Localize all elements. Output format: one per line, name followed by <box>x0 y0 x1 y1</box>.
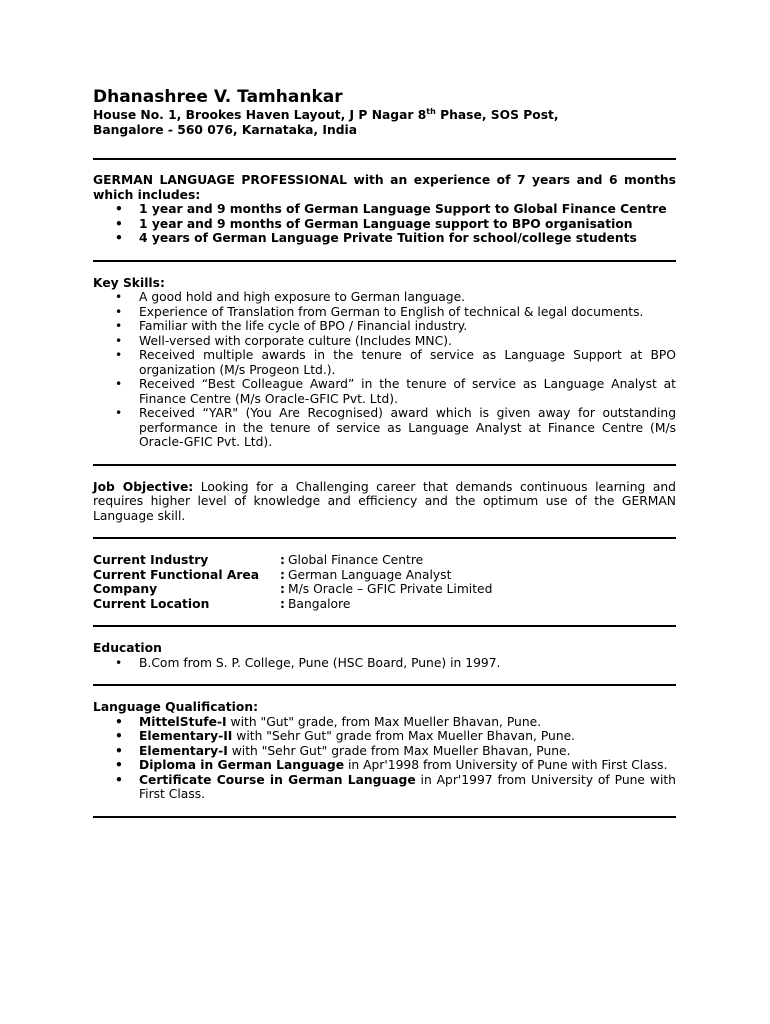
list-item: • Received “YAR" (You Are Recognised) award which is given away for outstanding performance in the tenure of service as Language Analyst at Finance Centre (M/s Oracle-GFIC Pvt. Ltd). <box>115 406 676 449</box>
summary-list <box>93 202 676 246</box>
job-objective <box>93 480 676 524</box>
language-list <box>93 715 676 802</box>
detail-row: Company : M/s Oracle – GFIC Private Limited <box>93 582 493 596</box>
list-item: • 4 years of German Language Private Tuition for school/college students <box>115 231 637 245</box>
section-heading: Education <box>93 641 162 655</box>
address-line-2: Bangalore - 560 076, Karnataka, India <box>93 122 358 137</box>
section-heading: Language Qualification: <box>93 700 259 714</box>
current-details <box>93 553 676 611</box>
address-line-1: House No. 1, Brookes Haven Layout, J P Nagar 8th Phase, SOS Post, <box>93 107 559 122</box>
section-divider <box>93 625 676 627</box>
section-divider <box>93 816 676 818</box>
list-item: • Diploma in German Language in Apr'1998 from University of Pune with First Class. <box>115 758 668 772</box>
list-item: • MittelStufe-I with "Gut" grade, from Max Mueller Bhavan, Pune. <box>115 714 542 729</box>
education-section <box>93 641 676 670</box>
list-item: • Elementary-II with "Sehr Gut" grade from Max Mueller Bhavan, Pune. <box>115 729 576 743</box>
detail-row: Current Functional Area : German Language Analyst <box>93 567 452 582</box>
section-heading: Key Skills: <box>93 275 165 290</box>
list-item: • B.Com from S. P. College, Pune (HSC Board, Pune) in 1997. <box>115 655 501 670</box>
detail-row: Current Location : Bangalore <box>93 596 351 611</box>
resume-header <box>93 86 676 137</box>
section-divider <box>93 464 676 466</box>
detail-row: Current Industry : Global Finance Centre <box>93 553 424 567</box>
summary-section <box>93 173 676 246</box>
section-divider <box>93 260 676 262</box>
education-list <box>93 656 676 671</box>
key-skills-section <box>93 276 676 450</box>
list-item: • Elementary-I with "Sehr Gut" grade from Max Mueller Bhavan, Pune. <box>115 743 571 758</box>
address <box>93 108 676 137</box>
list-item: • Received “Best Colleague Award” in the tenure of service as Language Analyst at Finance Centre (M/s Oracle-GFIC Pvt. Ltd). <box>115 377 676 406</box>
candidate-name: Dhanashree V. Tamhankar <box>93 87 343 107</box>
list-item: • Experience of Translation from German to English of technical & legal documents. <box>115 304 644 319</box>
list-item: • 1 year and 9 months of German Language support to BPO organisation <box>115 216 633 231</box>
objective-label: Job Objective: <box>93 479 194 494</box>
list-item: • Well-versed with corporate culture (Includes MNC). <box>115 333 452 348</box>
section-divider <box>93 537 676 539</box>
list-item: • Familiar with the life cycle of BPO / Financial industry. <box>115 319 468 333</box>
list-item: • A good hold and high exposure to German language. <box>115 290 466 304</box>
ordinal-suffix: th <box>426 107 436 116</box>
section-divider <box>93 158 676 160</box>
objective-text: Looking for a Challenging career that demands continuous learning and requires higher level of knowledge and efficiency and the optimum use of the GERMAN Language skill. <box>93 479 676 523</box>
list-item: • Received multiple awards in the tenure of service as Language Support at BPO organization (M/s Progeon Ltd.). <box>115 348 676 377</box>
summary-intro: GERMAN LANGUAGE PROFESSIONAL with an experience of 7 years and 6 months which includes: <box>93 173 676 202</box>
list-item: • 1 year and 9 months of German Language Support to Global Finance Centre <box>115 202 667 216</box>
skills-list <box>93 290 676 450</box>
list-item: • Certificate Course in German Language in Apr'1997 from University of Pune with First Class. <box>115 772 676 801</box>
section-divider <box>93 684 676 686</box>
language-section <box>93 700 676 802</box>
resume-page <box>93 86 676 818</box>
